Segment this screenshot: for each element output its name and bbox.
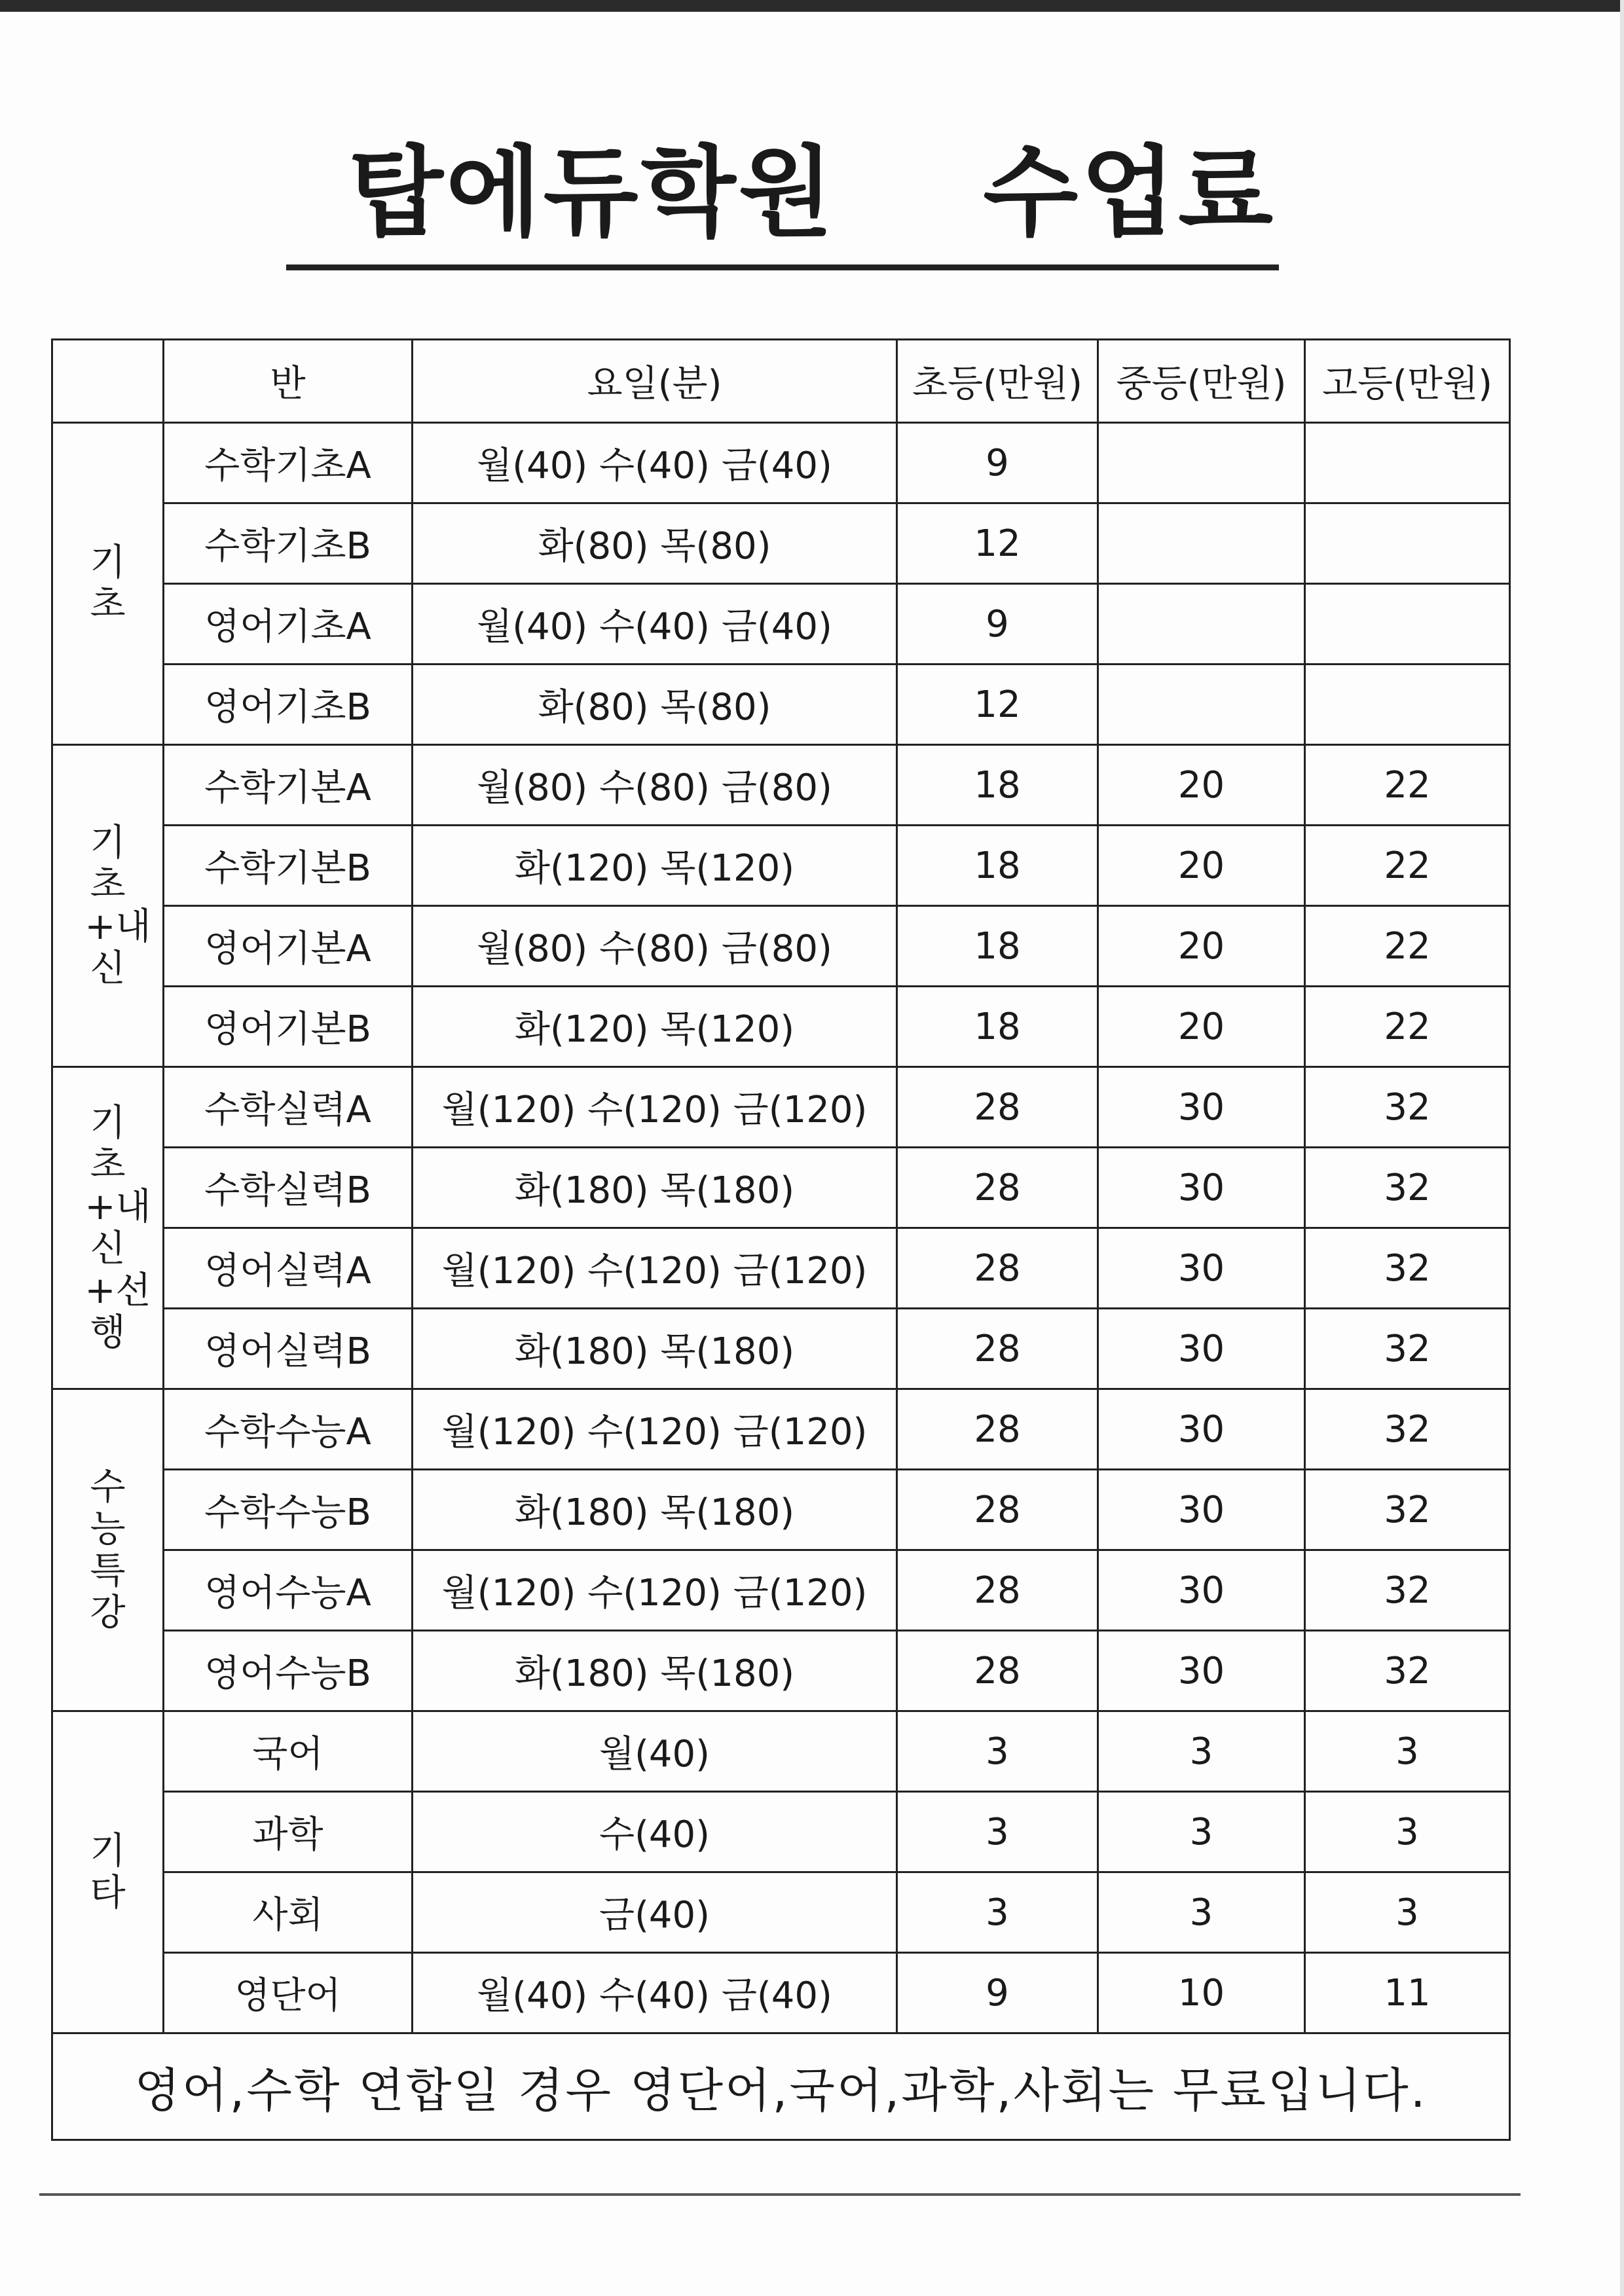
table-row (52, 1872, 1510, 1953)
middle-fee-cell: 3 (1098, 1872, 1305, 1953)
high-fee-cell: 11 (1305, 1953, 1510, 2033)
days-cell: 화(80) 목(80) (413, 665, 897, 745)
class-cell: 사회 (164, 1872, 413, 1953)
class-cell: 국어 (164, 1711, 413, 1792)
group-label-cell (52, 423, 164, 745)
elementary-fee-cell: 28 (897, 1148, 1098, 1228)
class-cell: 수학실력A (164, 1067, 413, 1148)
group-label-cell (52, 1067, 164, 1389)
class-cell: 영어기초B (164, 665, 413, 745)
high-fee-cell: 32 (1305, 1228, 1510, 1309)
group-label-cell (52, 1389, 164, 1711)
high-fee-cell (1305, 584, 1510, 665)
days-cell: 월(40) 수(40) 금(40) (413, 1953, 897, 2033)
header-middle: 중등(만원) (1098, 340, 1305, 423)
days-cell: 화(80) 목(80) (413, 503, 897, 584)
table-row (52, 584, 1510, 665)
class-cell: 영어실력B (164, 1309, 413, 1389)
elementary-fee-cell: 28 (897, 1550, 1098, 1631)
days-cell: 화(120) 목(120) (413, 826, 897, 906)
table-row (52, 1309, 1510, 1389)
scan-edge-right (1620, 0, 1624, 2296)
class-cell: 수학수능B (164, 1470, 413, 1550)
high-fee-cell (1305, 503, 1510, 584)
class-cell: 수학기초B (164, 503, 413, 584)
table-row (52, 906, 1510, 987)
table-row (52, 826, 1510, 906)
days-cell: 화(180) 목(180) (413, 1148, 897, 1228)
middle-fee-cell: 30 (1098, 1148, 1305, 1228)
days-cell: 화(180) 목(180) (413, 1470, 897, 1550)
table-row (52, 1389, 1510, 1470)
elementary-fee-cell: 28 (897, 1228, 1098, 1309)
group-label: 기초 (90, 541, 126, 626)
class-cell: 과학 (164, 1792, 413, 1872)
elementary-fee-cell: 9 (897, 423, 1098, 503)
middle-fee-cell: 30 (1098, 1550, 1305, 1631)
high-fee-cell: 32 (1305, 1631, 1510, 1711)
middle-fee-cell: 20 (1098, 906, 1305, 987)
table-row (52, 1631, 1510, 1711)
high-fee-cell (1305, 423, 1510, 503)
middle-fee-cell (1098, 503, 1305, 584)
class-cell: 영단어 (164, 1953, 413, 2033)
high-fee-cell: 32 (1305, 1550, 1510, 1631)
elementary-fee-cell: 3 (897, 1872, 1098, 1953)
header-high: 고등(만원) (1305, 340, 1510, 423)
free-subjects-note: 영어,수학 연합일 경우 영단어,국어,과학,사회는 무료입니다. (52, 2033, 1510, 2140)
high-fee-cell: 22 (1305, 987, 1510, 1067)
elementary-fee-cell: 3 (897, 1711, 1098, 1792)
page-title: 탑에듀학원 수업료 (348, 136, 1276, 250)
group-label: 기초+내신 (84, 821, 151, 990)
elementary-fee-cell: 28 (897, 1309, 1098, 1389)
class-cell: 수학기본A (164, 745, 413, 826)
class-cell: 영어수능A (164, 1550, 413, 1631)
group-label: 수능특강 (90, 1465, 126, 1634)
table-row (52, 1792, 1510, 1872)
scan-edge-top (0, 0, 1624, 12)
class-cell: 영어기본B (164, 987, 413, 1067)
days-cell: 화(180) 목(180) (413, 1309, 897, 1389)
elementary-fee-cell: 28 (897, 1067, 1098, 1148)
high-fee-cell: 32 (1305, 1470, 1510, 1550)
note-row (52, 2033, 1510, 2140)
class-cell: 수학실력B (164, 1148, 413, 1228)
middle-fee-cell: 30 (1098, 1389, 1305, 1470)
elementary-fee-cell: 18 (897, 987, 1098, 1067)
days-cell: 월(40) 수(40) 금(40) (413, 584, 897, 665)
table-row (52, 1228, 1510, 1309)
middle-fee-cell: 30 (1098, 1470, 1305, 1550)
elementary-fee-cell: 9 (897, 1953, 1098, 2033)
bottom-rule (39, 2193, 1521, 2196)
elementary-fee-cell: 12 (897, 503, 1098, 584)
table-row (52, 665, 1510, 745)
elementary-fee-cell: 12 (897, 665, 1098, 745)
high-fee-cell: 22 (1305, 745, 1510, 826)
header-group (52, 340, 164, 423)
table-row (52, 1067, 1510, 1148)
middle-fee-cell: 3 (1098, 1711, 1305, 1792)
middle-fee-cell (1098, 584, 1305, 665)
middle-fee-cell: 30 (1098, 1309, 1305, 1389)
class-cell: 수학기본B (164, 826, 413, 906)
elementary-fee-cell: 28 (897, 1631, 1098, 1711)
table-row (52, 745, 1510, 826)
class-cell: 영어수능B (164, 1631, 413, 1711)
days-cell: 월(120) 수(120) 금(120) (413, 1550, 897, 1631)
elementary-fee-cell: 28 (897, 1389, 1098, 1470)
middle-fee-cell: 30 (1098, 1228, 1305, 1309)
elementary-fee-cell: 18 (897, 906, 1098, 987)
middle-fee-cell (1098, 423, 1305, 503)
high-fee-cell (1305, 665, 1510, 745)
middle-fee-cell: 3 (1098, 1792, 1305, 1872)
table-row (52, 1148, 1510, 1228)
middle-fee-cell: 30 (1098, 1631, 1305, 1711)
days-cell: 월(120) 수(120) 금(120) (413, 1067, 897, 1148)
header-elementary: 초등(만원) (897, 340, 1098, 423)
fee-table (51, 338, 1511, 2141)
class-cell: 영어기초A (164, 584, 413, 665)
high-fee-cell: 22 (1305, 906, 1510, 987)
high-fee-cell: 3 (1305, 1792, 1510, 1872)
elementary-fee-cell: 9 (897, 584, 1098, 665)
middle-fee-cell: 20 (1098, 987, 1305, 1067)
elementary-fee-cell: 28 (897, 1470, 1098, 1550)
middle-fee-cell: 20 (1098, 826, 1305, 906)
days-cell: 월(80) 수(80) 금(80) (413, 906, 897, 987)
days-cell: 금(40) (413, 1872, 897, 1953)
header-days: 요일(분) (413, 340, 897, 423)
group-label: 기초+내신+선행 (84, 1101, 151, 1354)
days-cell: 월(40) 수(40) 금(40) (413, 423, 897, 503)
table-row (52, 1953, 1510, 2033)
high-fee-cell: 22 (1305, 826, 1510, 906)
elementary-fee-cell: 18 (897, 826, 1098, 906)
table-header-row (52, 340, 1510, 423)
high-fee-cell: 32 (1305, 1309, 1510, 1389)
table-row (52, 1470, 1510, 1550)
days-cell: 수(40) (413, 1792, 897, 1872)
table-row (52, 503, 1510, 584)
middle-fee-cell: 10 (1098, 1953, 1305, 2033)
table-row (52, 1550, 1510, 1631)
class-cell: 수학수능A (164, 1389, 413, 1470)
header-class: 반 (164, 340, 413, 423)
title-underline (286, 264, 1279, 270)
class-cell: 영어실력A (164, 1228, 413, 1309)
middle-fee-cell (1098, 665, 1305, 745)
high-fee-cell: 32 (1305, 1148, 1510, 1228)
high-fee-cell: 3 (1305, 1872, 1510, 1953)
high-fee-cell: 3 (1305, 1711, 1510, 1792)
middle-fee-cell: 30 (1098, 1067, 1305, 1148)
elementary-fee-cell: 3 (897, 1792, 1098, 1872)
high-fee-cell: 32 (1305, 1389, 1510, 1470)
class-cell: 수학기초A (164, 423, 413, 503)
fee-table-body (52, 340, 1510, 2033)
days-cell: 월(40) (413, 1711, 897, 1792)
days-cell: 월(120) 수(120) 금(120) (413, 1228, 897, 1309)
days-cell: 화(180) 목(180) (413, 1631, 897, 1711)
group-label: 기타 (90, 1829, 126, 1914)
days-cell: 화(120) 목(120) (413, 987, 897, 1067)
table-row (52, 1711, 1510, 1792)
table-row (52, 987, 1510, 1067)
middle-fee-cell: 20 (1098, 745, 1305, 826)
days-cell: 월(80) 수(80) 금(80) (413, 745, 897, 826)
days-cell: 월(120) 수(120) 금(120) (413, 1389, 897, 1470)
group-label-cell (52, 745, 164, 1067)
table-row (52, 423, 1510, 503)
class-cell: 영어기본A (164, 906, 413, 987)
group-label-cell (52, 1711, 164, 2033)
high-fee-cell: 32 (1305, 1067, 1510, 1148)
elementary-fee-cell: 18 (897, 745, 1098, 826)
